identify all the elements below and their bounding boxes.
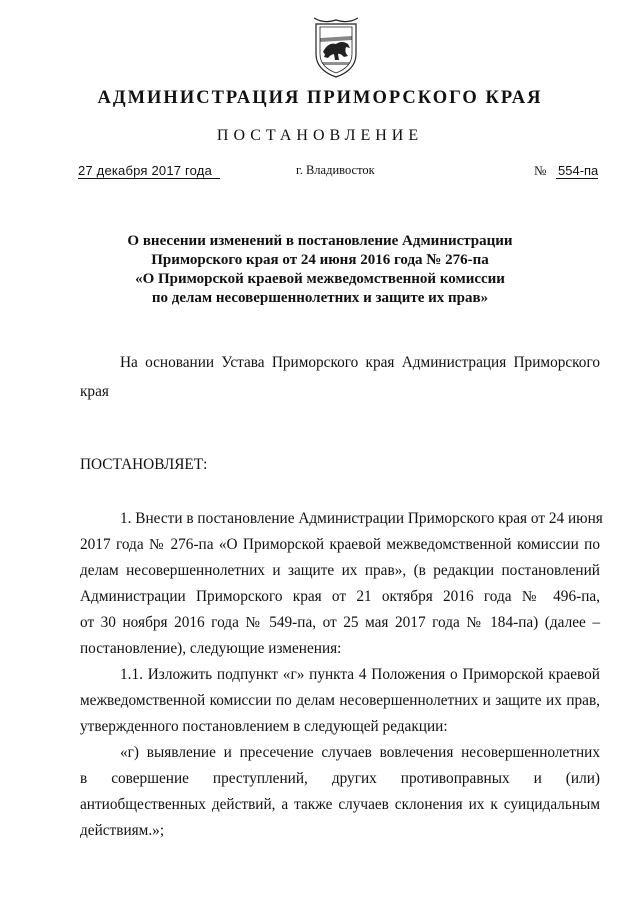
quote-line: в совершение преступлений, других противоправных и (или)	[80, 770, 600, 787]
document-number: 554-па	[558, 163, 599, 178]
item-1-line: 2017 года № 276-па «О Приморской краевой межведомственной комиссии по	[80, 536, 600, 553]
item-1-line: от 30 ноября 2016 года № 549-па, от 25 мая 2017 года № 184-па) (далее –	[80, 614, 600, 631]
heading-line: «О Приморской краевой межведомственной комиссии	[135, 271, 505, 287]
quote-line: «г) выявление и пресечение случаев вовлечения несовершеннолетних	[120, 744, 600, 761]
document-date: 27 декабря 2017 года	[78, 163, 220, 179]
heading-line: Приморского края от 24 июня 2016 года № 276-па	[151, 252, 489, 268]
item-1-line: Администрации Приморского края от 21 октября 2016 года № 496-па,	[80, 588, 600, 605]
preamble-line: На основании Устава Приморского края Администрация Приморского	[120, 354, 600, 371]
quote-line: антиобщественных действий, а также случаев склонения их к суицидальным	[80, 796, 600, 813]
item-1-line: делам несовершеннолетних и защите их прав», (в редакции постановлений	[80, 562, 600, 579]
item-1-1-line: утвержденного постановлением в следующей редакции:	[80, 718, 448, 735]
resolves-heading: ПОСТАНОВЛЯЕТ:	[80, 456, 208, 473]
document-city: г. Владивосток	[296, 163, 375, 177]
item-1-line: постановление), следующие изменения:	[80, 640, 342, 657]
document-number-sign: №	[534, 163, 547, 178]
item-1-line: 1. Внести в постановление Администрации Приморского края от 24 июня	[120, 510, 603, 527]
heading-line: по делам несовершеннолетних и защите их прав»	[151, 290, 489, 306]
heading-line: О внесении изменений в постановление Администрации	[127, 233, 513, 249]
organization-title: АДМИНИСТРАЦИЯ ПРИМОРСКОГО КРАЯ	[97, 88, 543, 108]
preamble-line: края	[80, 383, 109, 400]
document-type: ПОСТАНОВЛЕНИЕ	[216, 127, 424, 144]
document-heading	[0, 232, 640, 308]
quote-line: действиям.»;	[80, 822, 165, 839]
item-1-1-line: 1.1. Изложить подпункт «г» пункта 4 Положения о Приморской краевой	[120, 666, 600, 683]
primorsky-coat-of-arms-emblem	[304, 14, 368, 80]
item-1-1-line: межведомственной комиссии по делам несовершеннолетних и защите их прав,	[80, 692, 600, 709]
